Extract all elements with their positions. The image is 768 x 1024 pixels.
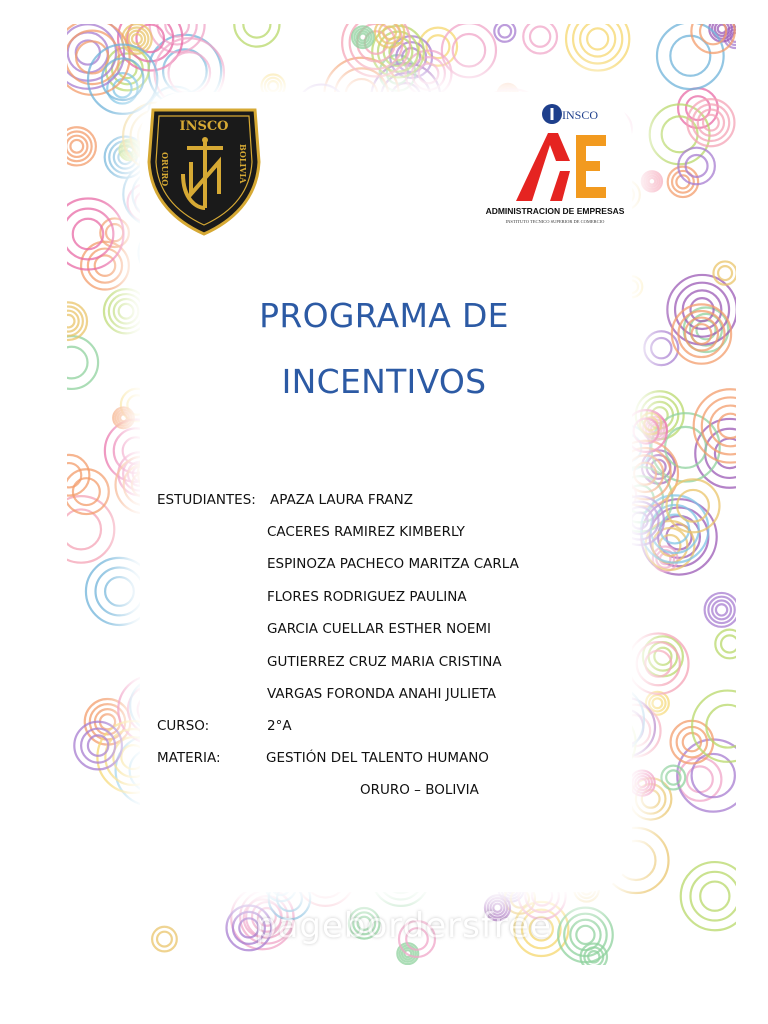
- swirl-ring: [73, 478, 100, 505]
- insco-brand-text: INSCO: [562, 108, 599, 122]
- swirl-ring: [649, 178, 656, 185]
- swirl-ring: [715, 630, 736, 659]
- course-value: 2°A: [267, 718, 292, 734]
- swirl-ring: [168, 52, 210, 94]
- swirl-ring: [105, 577, 134, 606]
- administracion-empresas-logo: [484, 101, 626, 229]
- shield-dot-icon: [202, 137, 208, 143]
- swirl-ring: [634, 463, 656, 485]
- swirl-ring: [359, 34, 366, 41]
- swirl-ring: [652, 698, 662, 708]
- ae-caption-text: ADMINISTRACION DE EMPRESAS: [485, 206, 625, 216]
- swirl-ring: [152, 927, 177, 952]
- student-name: VARGAS FORONDA ANAHI JULIETA: [267, 686, 497, 702]
- swirl-ring: [644, 331, 678, 365]
- subject-value: GESTIÓN DEL TALENTO HUMANO: [266, 750, 489, 766]
- swirl-ring: [587, 28, 608, 49]
- swirl-ring: [157, 932, 172, 947]
- subject-label: MATERIA:: [157, 750, 221, 766]
- swirl-ring: [700, 882, 729, 911]
- swirl-ring: [718, 414, 736, 438]
- swirl-ring: [530, 27, 550, 47]
- swirl-ring: [661, 766, 685, 790]
- swirl-ring: [576, 926, 594, 944]
- location-text: ORURO – BOLIVIA: [360, 782, 479, 798]
- students-label: ESTUDIANTES:: [157, 492, 256, 508]
- swirl-ring: [243, 24, 270, 38]
- swirl-ring: [716, 604, 727, 615]
- swirl-ring: [268, 81, 278, 91]
- swirl-ring: [76, 40, 100, 64]
- swirl-ring: [651, 338, 671, 358]
- shield-right-text: BOLIVIA: [238, 144, 248, 184]
- swirl-ring: [106, 224, 123, 241]
- swirl-ring: [67, 463, 81, 487]
- student-name: GARCIA CUELLAR ESTHER NOEMI: [267, 621, 492, 637]
- document-title-line2: INCENTIVOS: [281, 362, 487, 401]
- swirl-ring: [76, 41, 108, 73]
- ae-subcaption-text: INSTITUTO TECNICO SUPERIOR DE COMERCIO: [505, 219, 605, 224]
- swirl-ring: [70, 140, 83, 153]
- swirl-ring: [96, 567, 144, 615]
- swirl-ring: [73, 219, 103, 249]
- swirl-ring: [523, 24, 557, 54]
- student-name: ESPINOZA PACHECO MARITZA CARLA: [267, 556, 519, 572]
- watermark-text: pagebordersfree: [255, 906, 552, 946]
- swirl-ring: [442, 24, 496, 77]
- insco-shield-logo: [145, 104, 263, 236]
- student-name: CACERES RAMIREZ KIMBERLY: [267, 524, 465, 540]
- swirl-ring: [718, 266, 732, 280]
- swirl-ring: [499, 25, 512, 38]
- swirl-ring: [67, 496, 114, 563]
- swirl-ring: [234, 24, 279, 47]
- swirl-ring: [692, 691, 736, 762]
- student-name: GUTIERREZ CRUZ MARIA CRISTINA: [267, 654, 502, 670]
- course-label: CURSO:: [157, 718, 210, 734]
- student-name: APAZA LAURA FRANZ: [270, 492, 414, 508]
- swirl-ring: [67, 509, 101, 549]
- shield-top-text: INSCO: [179, 119, 229, 134]
- document-title-line1: PROGRAMA DE: [259, 296, 509, 335]
- swirl-ring: [494, 24, 515, 42]
- student-name: FLORES RODRIGUEZ PAULINA: [267, 589, 467, 605]
- shield-left-text: ORURO: [160, 152, 170, 187]
- swirl-ring: [120, 414, 127, 421]
- swirl-ring: [419, 64, 439, 84]
- swirl-ring: [721, 635, 736, 652]
